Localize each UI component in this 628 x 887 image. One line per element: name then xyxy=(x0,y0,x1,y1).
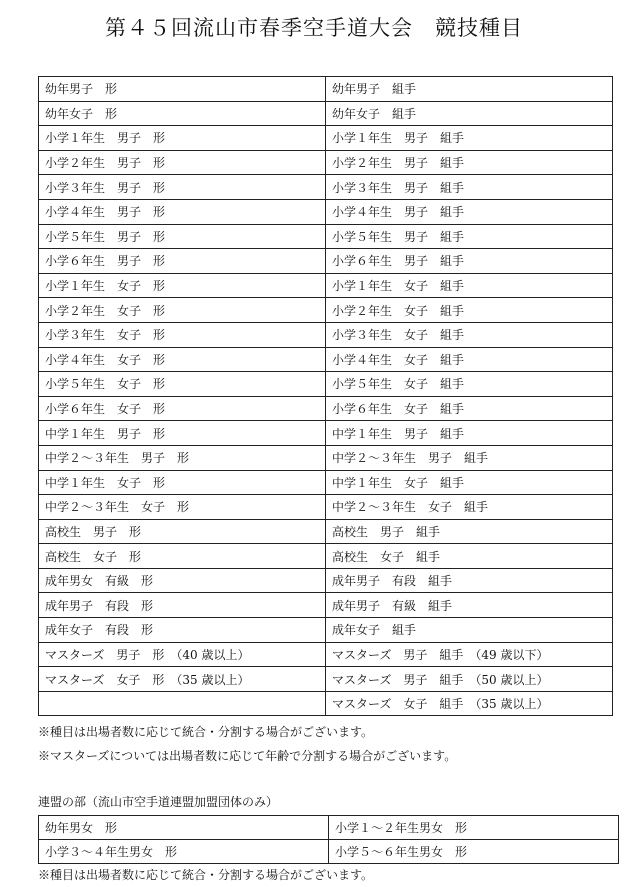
left-event-cell: 成年男子 有段 形 xyxy=(39,593,326,618)
table-row xyxy=(39,568,613,593)
right-event-cell: 中学２〜３年生 男子 組手 xyxy=(326,445,613,470)
right-event-cell: 幼年男子 組手 xyxy=(326,77,613,102)
table-row xyxy=(39,126,613,151)
right-event-cell: 小学５〜６年生男女 形 xyxy=(329,840,619,864)
right-event-cell: 高校生 男子 組手 xyxy=(326,519,613,544)
left-event-cell: 小学４年生 男子 形 xyxy=(39,199,326,224)
left-event-cell: 小学１年生 女子 形 xyxy=(39,273,326,298)
left-event-cell: 小学６年生 女子 形 xyxy=(39,396,326,421)
right-event-cell: マスターズ 男子 組手 （50 歳以上） xyxy=(326,667,613,692)
left-event-cell: 中学２〜３年生 女子 形 xyxy=(39,495,326,520)
left-event-cell: 小学２年生 女子 形 xyxy=(39,298,326,323)
right-event-cell: 小学１年生 男子 組手 xyxy=(326,126,613,151)
left-event-cell: 幼年男子 形 xyxy=(39,77,326,102)
table-row xyxy=(39,642,613,667)
table-row xyxy=(39,298,613,323)
right-event-cell: 小学５年生 女子 組手 xyxy=(326,372,613,397)
table-row xyxy=(39,273,613,298)
table-row xyxy=(39,840,619,864)
right-event-cell: 小学６年生 男子 組手 xyxy=(326,249,613,274)
table-row xyxy=(39,199,613,224)
right-event-cell: 中学２〜３年生 女子 組手 xyxy=(326,495,613,520)
left-event-cell: 小学３年生 男子 形 xyxy=(39,175,326,200)
left-event-cell: 小学４年生 女子 形 xyxy=(39,347,326,372)
left-event-cell: マスターズ 女子 形 （35 歳以上） xyxy=(39,667,326,692)
table-row xyxy=(39,322,613,347)
masters-note: ※マスターズについては出場者数に応じて年齢で分割する場合がございます。 xyxy=(38,749,457,763)
table-row xyxy=(39,77,613,102)
left-event-cell: マスターズ 男子 形 （40 歳以上） xyxy=(39,642,326,667)
right-event-cell: 高校生 女子 組手 xyxy=(326,544,613,569)
right-event-cell: 小学４年生 女子 組手 xyxy=(326,347,613,372)
table-row xyxy=(39,347,613,372)
table-row xyxy=(39,175,613,200)
left-event-cell: 成年男女 有級 形 xyxy=(39,568,326,593)
table-row xyxy=(39,224,613,249)
table-row xyxy=(39,691,613,716)
table-row xyxy=(39,593,613,618)
left-event-cell: 中学１年生 男子 形 xyxy=(39,421,326,446)
right-event-cell: 成年男子 有級 組手 xyxy=(326,593,613,618)
left-event-cell: 小学３〜４年生男女 形 xyxy=(39,840,329,864)
left-event-cell: 小学５年生 男子 形 xyxy=(39,224,326,249)
right-event-cell: 小学３年生 女子 組手 xyxy=(326,322,613,347)
right-event-cell: 中学１年生 女子 組手 xyxy=(326,470,613,495)
table-row xyxy=(39,372,613,397)
right-event-cell: 小学６年生 女子 組手 xyxy=(326,396,613,421)
table-row xyxy=(39,101,613,126)
left-event-cell: 中学１年生 女子 形 xyxy=(39,470,326,495)
left-event-cell: 小学１年生 男子 形 xyxy=(39,126,326,151)
left-event-cell: 中学２〜３年生 男子 形 xyxy=(39,445,326,470)
right-event-cell: 成年女子 組手 xyxy=(326,618,613,643)
left-event-cell: 幼年男女 形 xyxy=(39,816,329,840)
right-event-cell: 小学５年生 男子 組手 xyxy=(326,224,613,249)
merge-note: ※種目は出場者数に応じて統合・分割する場合がございます。 xyxy=(38,725,374,739)
left-event-cell: 幼年女子 形 xyxy=(39,101,326,126)
table-row xyxy=(39,519,613,544)
table-row xyxy=(39,618,613,643)
table-row xyxy=(39,396,613,421)
left-event-cell xyxy=(39,691,326,716)
right-event-cell: 成年男子 有段 組手 xyxy=(326,568,613,593)
right-event-cell: マスターズ 女子 組手 （35 歳以上） xyxy=(326,691,613,716)
right-event-cell: 小学２年生 女子 組手 xyxy=(326,298,613,323)
table-row xyxy=(39,421,613,446)
left-event-cell: 高校生 男子 形 xyxy=(39,519,326,544)
table-row xyxy=(39,150,613,175)
right-event-cell: 中学１年生 男子 組手 xyxy=(326,421,613,446)
table-row xyxy=(39,667,613,692)
right-event-cell: 小学１年生 女子 組手 xyxy=(326,273,613,298)
league-note: ※種目は出場者数に応じて統合・分割する場合がございます。 xyxy=(38,868,374,882)
league-section-label: 連盟の部（流山市空手道連盟加盟団体のみ） xyxy=(38,795,279,809)
table-row xyxy=(39,495,613,520)
table-row xyxy=(39,544,613,569)
left-event-cell: 小学３年生 女子 形 xyxy=(39,322,326,347)
league-events-table xyxy=(38,815,619,864)
right-event-cell: 幼年女子 組手 xyxy=(326,101,613,126)
left-event-cell: 小学５年生 女子 形 xyxy=(39,372,326,397)
right-event-cell: 小学４年生 男子 組手 xyxy=(326,199,613,224)
right-event-cell: 小学２年生 男子 組手 xyxy=(326,150,613,175)
left-event-cell: 高校生 女子 形 xyxy=(39,544,326,569)
left-event-cell: 小学２年生 男子 形 xyxy=(39,150,326,175)
events-table xyxy=(38,76,613,716)
left-event-cell: 成年女子 有段 形 xyxy=(39,618,326,643)
table-row xyxy=(39,249,613,274)
right-event-cell: 小学３年生 男子 組手 xyxy=(326,175,613,200)
table-row xyxy=(39,445,613,470)
right-event-cell: マスターズ 男子 組手 （49 歳以下） xyxy=(326,642,613,667)
left-event-cell: 小学６年生 男子 形 xyxy=(39,249,326,274)
page-title: 第４５回流山市春季空手道大会 競技種目 xyxy=(105,16,523,40)
table-row xyxy=(39,470,613,495)
table-row xyxy=(39,816,619,840)
right-event-cell: 小学１〜２年生男女 形 xyxy=(329,816,619,840)
